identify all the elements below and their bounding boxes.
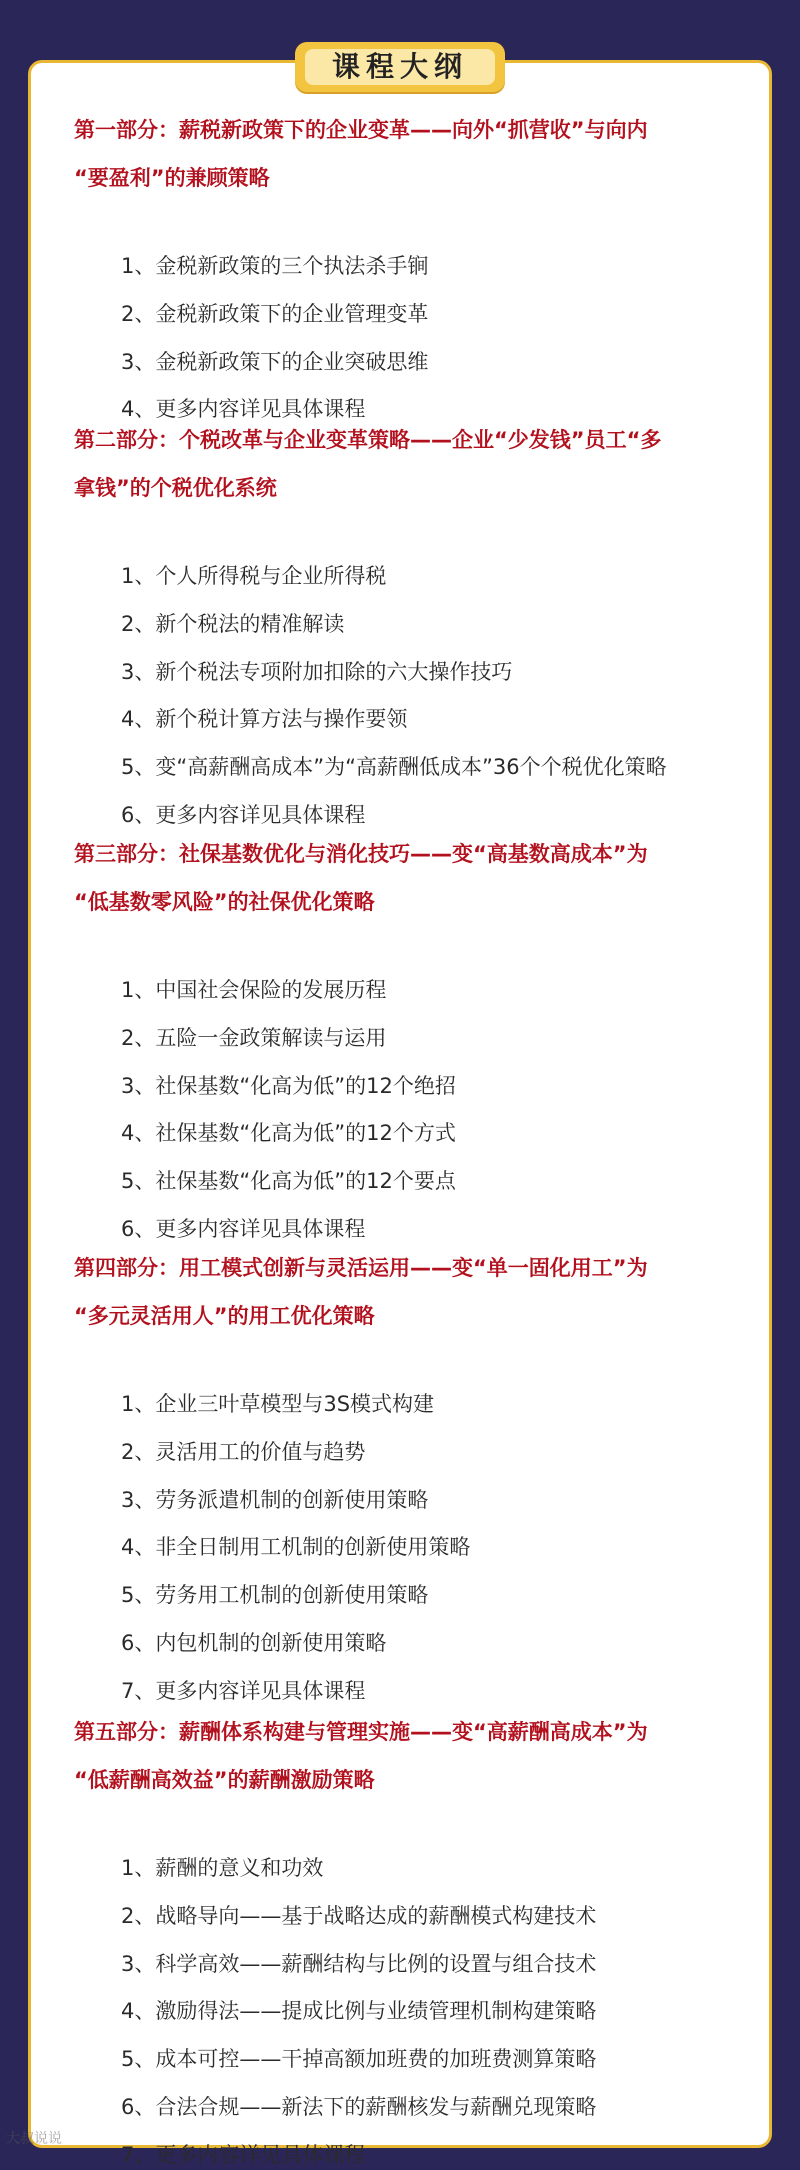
outline-item: 7、更多内容详见具体课程 — [121, 2143, 366, 2167]
outline-item: 5、社保基数“化高为低”的12个要点 — [121, 1169, 456, 1193]
outline-item: 6、更多内容详见具体课程 — [121, 803, 366, 827]
outline-item: 3、新个税法专项附加扣除的六大操作技巧 — [121, 660, 513, 684]
section-title-continued: “低基数零风险”的社保优化策略 — [74, 890, 375, 914]
outline-item: 1、个人所得税与企业所得税 — [121, 564, 387, 588]
outline-item: 3、劳务派遣机制的创新使用策略 — [121, 1488, 429, 1512]
outline-item: 4、激励得法——提成比例与业绩管理机制构建策略 — [121, 1999, 597, 2023]
outline-item: 2、灵活用工的价值与趋势 — [121, 1440, 366, 1464]
title-tab — [295, 42, 505, 92]
section-title: 第三部分：社保基数优化与消化技巧——变“高基数高成本”为 — [74, 842, 648, 866]
outline-item: 6、更多内容详见具体课程 — [121, 1217, 366, 1241]
section-title-continued: 拿钱”的个税优化系统 — [74, 476, 277, 500]
outline-item: 6、内包机制的创新使用策略 — [121, 1631, 387, 1655]
outline-item: 4、非全日制用工机制的创新使用策略 — [121, 1535, 471, 1559]
outline-item: 2、五险一金政策解读与运用 — [121, 1026, 387, 1050]
outline-item: 1、企业三叶草模型与3S模式构建 — [121, 1392, 435, 1416]
section-title-continued: “多元灵活用人”的用工优化策略 — [74, 1304, 375, 1328]
outline-item: 4、新个税计算方法与操作要领 — [121, 707, 408, 731]
section-title-continued: “低薪酬高效益”的薪酬激励策略 — [74, 1768, 375, 1792]
page-title: 课程大纲 — [305, 49, 495, 85]
outline-item: 1、金税新政策的三个执法杀手锏 — [121, 254, 429, 278]
outline-item: 1、薪酬的意义和功效 — [121, 1856, 324, 1880]
outline-item: 3、社保基数“化高为低”的12个绝招 — [121, 1074, 456, 1098]
outline-item: 4、社保基数“化高为低”的12个方式 — [121, 1121, 456, 1145]
section-title-continued: “要盈利”的兼顾策略 — [74, 166, 270, 190]
section-title: 第一部分：薪税新政策下的企业变革——向外“抓营收”与向内 — [74, 118, 648, 142]
outline-item: 4、更多内容详见具体课程 — [121, 397, 366, 421]
outline-item: 3、科学高效——薪酬结构与比例的设置与组合技术 — [121, 1952, 597, 1976]
outline-item: 2、新个税法的精准解读 — [121, 612, 345, 636]
outline-item: 2、战略导向——基于战略达成的薪酬模式构建技术 — [121, 1904, 597, 1928]
outline-item: 5、变“高薪酬高成本”为“高薪酬低成本”36个个税优化策略 — [121, 755, 667, 779]
outline-item: 5、劳务用工机制的创新使用策略 — [121, 1583, 429, 1607]
outline-item: 6、合法合规——新法下的薪酬核发与薪酬兑现策略 — [121, 2095, 597, 2119]
outline-item: 2、金税新政策下的企业管理变革 — [121, 302, 429, 326]
section-title: 第五部分：薪酬体系构建与管理实施——变“高薪酬高成本”为 — [74, 1720, 648, 1744]
outline-item: 7、更多内容详见具体课程 — [121, 1679, 366, 1703]
section-title: 第四部分：用工模式创新与灵活运用——变“单一固化用工”为 — [74, 1256, 648, 1280]
watermark: 大叔说说 — [6, 2131, 62, 2147]
outline-item: 1、中国社会保险的发展历程 — [121, 978, 387, 1002]
outline-item: 3、金税新政策下的企业突破思维 — [121, 350, 429, 374]
section-title: 第二部分：个税改革与企业变革策略——企业“少发钱”员工“多 — [74, 428, 662, 452]
outline-item: 5、成本可控——干掉高额加班费的加班费测算策略 — [121, 2047, 597, 2071]
